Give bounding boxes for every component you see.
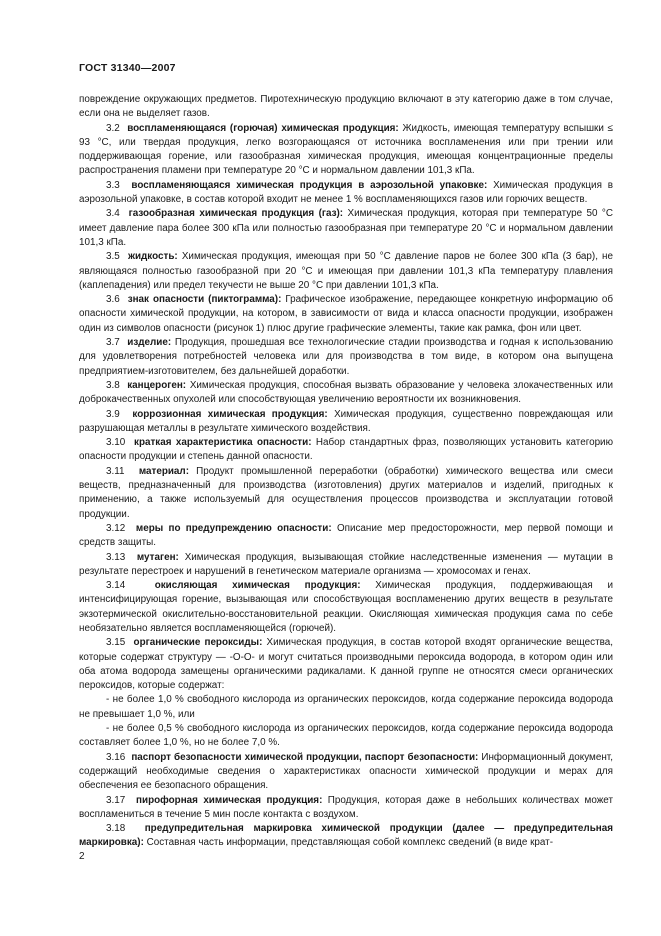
definition-3-16	[79, 751, 613, 794]
definition-3-12	[79, 522, 613, 551]
list-item-text: - не более 0,5 % свободного кислорода из органических пероксидов, когда содержание пероксида водорода составляет более 1,0 %, но не более 7,0 %.	[79, 723, 613, 749]
definition-text: Химическая продукция, в состав которой входят органические вещества, которые содержат структуру — -О-О- и могут считаться производными пероксида водорода, в котором один или оба атома водорода замещены органическими радикалами. К данной группе не относятся смеси органических пероксидов, которые содержат:	[79, 637, 613, 692]
definition-3-18	[79, 822, 613, 851]
definition-term: коррозионная химическая продукция:	[132, 408, 328, 420]
definition-number: 3.13	[106, 551, 126, 563]
definition-term: паспорт безопасности химической продукции, паспорт безопасности:	[131, 751, 479, 763]
definition-text: Набор стандартных фраз, позволяющих установить категорию опасности продукции и степень данной опасности.	[79, 437, 613, 463]
definition-number: 3.4	[106, 208, 120, 220]
definition-text: Химическая продукция, способная вызвать образование у человека злокачественных или доброкачественных опухолей или способствующая увеличению вероятности их возникновения.	[79, 379, 613, 406]
definition-number: 3.14	[106, 580, 126, 592]
list-item	[79, 722, 613, 751]
definition-number: 3.9	[106, 408, 120, 420]
definition-number: 3.15	[106, 637, 126, 649]
definition-number: 3.3	[106, 179, 120, 191]
definition-number: 3.7	[106, 337, 120, 349]
definition-text: Продукция, прошедшая все технологические стадии производства и годная к использованию для удовлетворения потребностей человека или для производства в том виде, в котором она выпущена предприятием-изготовителем, без дальнейшей доработки.	[79, 337, 613, 377]
definition-3-10	[79, 436, 613, 465]
definition-term: мутаген:	[136, 551, 179, 563]
page-number: 2	[79, 851, 85, 862]
list-item	[79, 693, 613, 722]
definition-term: воспламеняющаяся (горючая) химическая продукция:	[127, 122, 399, 134]
definition-text: Продукт промышленной переработки (обработки) химического вещества или смеси веществ, предназначенный для производства (изготовления) других материалов и изделий, пригодных к применению, а также используемый для осуществления процессов производства и эксплуатации готовой продукции.	[79, 465, 614, 520]
definition-term: канцероген:	[127, 379, 187, 391]
definition-number: 3.6	[106, 294, 120, 306]
definition-3-17	[79, 794, 613, 823]
definition-3-6	[79, 293, 613, 336]
paragraph-text: повреждение окружающих предметов. Пиротехническую продукцию включают в эту категорию даже в том случае, если она не выделяет газов.	[79, 94, 613, 120]
definition-3-3	[79, 179, 613, 208]
definition-3-2	[79, 122, 613, 179]
definition-term: органические пероксиды:	[133, 637, 263, 649]
definition-number: 3.12	[106, 522, 126, 534]
document-header: ГОСТ 31340—2007	[79, 62, 176, 74]
definition-term: пирофорная химическая продукция:	[136, 794, 323, 806]
definition-text: Информационный документ, содержащий необходимые сведения о характеристиках опасности химической продукции и мерах для обеспечения ее безопасного обращения.	[79, 751, 613, 792]
definition-term: воспламеняющаяся химическая продукция в аэрозольной упаковке:	[131, 179, 488, 191]
definition-number: 3.8	[106, 379, 120, 391]
definition-text: Описание мер предосторожности, мер первой помощи и средств защиты.	[79, 522, 613, 549]
definition-number: 3.10	[106, 437, 126, 449]
definition-3-13	[79, 551, 613, 580]
definition-3-14	[79, 579, 613, 636]
definition-term: газообразная химическая продукция (газ):	[128, 208, 344, 220]
definition-3-5	[79, 250, 613, 293]
definition-text: Химическая продукция, вызывающая стойкие наследственные изменения — мутации в результате перестроек и нарушений в генетическом материале организма — хромосомах и генах.	[79, 551, 614, 577]
definition-text: Химическая продукция, существенно повреждающая или разрушающая металлы в результате химического воздействия.	[79, 408, 613, 434]
definition-text: Составная часть информации, представляющая собой комплекс сведений (в виде крат-	[146, 837, 553, 849]
definition-number: 3.2	[106, 122, 120, 134]
definition-3-4	[79, 207, 613, 250]
definition-term: материал:	[138, 465, 189, 477]
document-body	[79, 93, 613, 851]
definition-term: меры по предупреждению опасности:	[135, 522, 332, 534]
definition-term: предупредительная маркировка химической продукции (далее — предупредительная маркировка):	[79, 823, 613, 849]
definition-3-9	[79, 408, 613, 437]
definition-text: Жидкость, имеющая температуру вспышки ≤ 93 °C, или твердая продукция, легко возгорающаяся от источника воспламенения или при трении или поддерживающая горение, или газообразная химическая продукция, имеющая концентрационные пределы распространения пламени при температуре 20 °С и нормальном давлении 101,3 кПа.	[79, 122, 613, 177]
definition-3-15	[79, 636, 613, 693]
definition-term: окисляющая химическая продукция:	[154, 580, 361, 592]
paragraph-continuation	[79, 93, 613, 122]
definition-text: Графическое изображение, передающее конкретную информацию об опасности химической продукции, на котором, в зависимости от вида и класса опасности продукции, изображен один из символов опасности (рисунок 1) плюс другие графические элементы, такие как рамка, фон или цвет.	[79, 294, 614, 334]
definition-3-7	[79, 336, 613, 379]
list-item-text: - не более 1,0 % свободного кислорода из органических пероксидов, когда содержание пероксида водорода не превышает 1,0 %, или	[79, 694, 613, 720]
definition-term: краткая характеристика опасности:	[134, 437, 312, 449]
definition-3-8	[79, 379, 613, 408]
definition-text: Химическая продукция, имеющая при 50 °С давление паров не более 300 кПа (3 бар), не являющаяся полностью газообразной при 20 °С и имеющая при давлении 101,3 кПа температуру плавления (каплепадения) или предел текучести не выше 20 °С при давлении 101,3 кПа.	[79, 251, 613, 291]
definition-text: Продукция, которая даже в небольших количествах может воспламениться в течение 5 мин после контакта с воздухом.	[79, 794, 613, 820]
definition-number: 3.16	[106, 751, 126, 763]
definition-term: изделие:	[127, 337, 172, 349]
definition-number: 3.11	[106, 465, 125, 477]
definition-text: Химическая продукция в аэрозольной упаковке, в состав которой входит не менее 1 % воспламеняющихся газов или горючих веществ.	[79, 179, 613, 206]
definition-number: 3.17	[106, 794, 126, 806]
definition-term: знак опасности (пиктограмма):	[127, 294, 282, 306]
definition-term: жидкость:	[127, 251, 178, 263]
definition-text: Химическая продукция, поддерживающая и интенсифицирующая горение, вызывающая или способствующая воспламенению других веществ в результате экзотермической окислительно-восстановительной реакции. Окисляющая химическая продукция сама по себе необязательно является воспламеняющейся (горючей).	[79, 580, 613, 634]
definition-number: 3.5	[106, 251, 120, 263]
definition-text: Химическая продукция, которая при температуре 50 °С имеет давление пара более 300 кПа или полностью газообразная при температуре 20 °С и нормальном давлении 101,3 кПа.	[79, 208, 613, 248]
definition-3-11	[79, 465, 613, 522]
definition-number: 3.18	[106, 823, 126, 835]
